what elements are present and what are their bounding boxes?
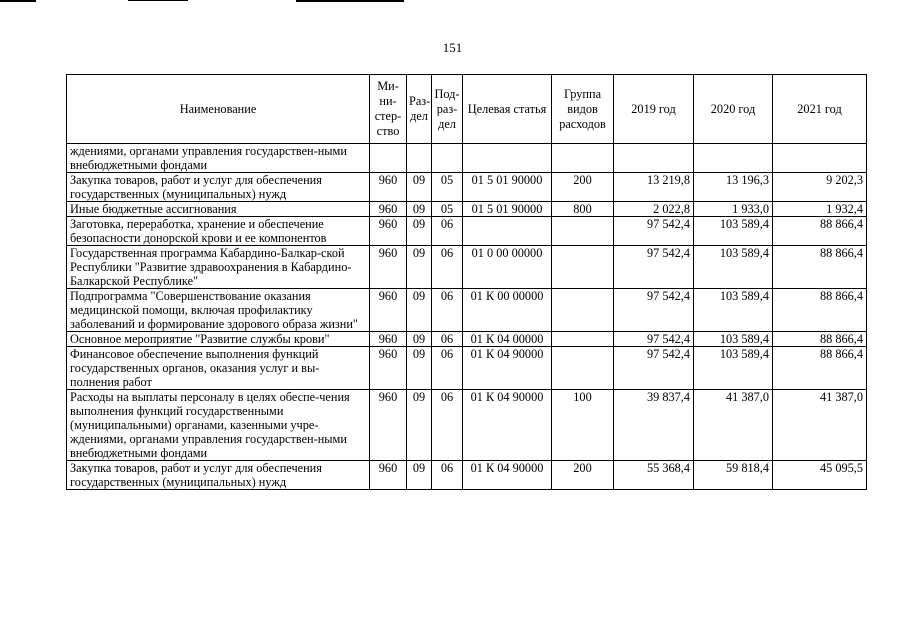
- scan-artifact-line: [0, 0, 36, 2]
- cell-name: Закупка товаров, работ и услуг для обеспечения государственных (муниципальных) нужд: [67, 461, 370, 490]
- cell-section: 09: [407, 246, 432, 289]
- table-row: [67, 332, 867, 347]
- table-row: [67, 289, 867, 332]
- scan-artifact-line: [296, 0, 404, 2]
- cell-section: 09: [407, 390, 432, 461]
- table-header-row: [67, 75, 867, 144]
- cell-2019: 97 542,4: [614, 347, 694, 390]
- cell-target-article: 01 К 00 00000: [463, 289, 552, 332]
- cell-ministry: 960: [370, 246, 407, 289]
- cell-target-article: 01 5 01 90000: [463, 173, 552, 202]
- cell-expense-group: [552, 217, 614, 246]
- cell-2020: 103 589,4: [694, 332, 773, 347]
- cell-target-article: 01 К 04 90000: [463, 347, 552, 390]
- table-row: [67, 246, 867, 289]
- col-header-ministry: Ми-ни-стер-ство: [370, 75, 407, 144]
- table-row: [67, 461, 867, 490]
- cell-ministry: 960: [370, 332, 407, 347]
- cell-expense-group: [552, 332, 614, 347]
- cell-section: 09: [407, 289, 432, 332]
- cell-2021: 88 866,4: [773, 289, 867, 332]
- cell-expense-group: 800: [552, 202, 614, 217]
- cell-section: 09: [407, 461, 432, 490]
- col-header-2019: 2019 год: [614, 75, 694, 144]
- col-header-section: Раз-дел: [407, 75, 432, 144]
- cell-2021: 45 095,5: [773, 461, 867, 490]
- cell-expense-group: [552, 246, 614, 289]
- cell-subsection: [432, 144, 463, 173]
- budget-table: [66, 74, 867, 490]
- cell-subsection: 06: [432, 246, 463, 289]
- cell-expense-group: 200: [552, 461, 614, 490]
- col-header-name: Наименование: [67, 75, 370, 144]
- cell-subsection: 06: [432, 332, 463, 347]
- cell-section: 09: [407, 202, 432, 217]
- cell-ministry: 960: [370, 347, 407, 390]
- scan-artifact-line: [128, 0, 188, 1]
- cell-target-article: 01 К 04 90000: [463, 461, 552, 490]
- cell-2020: 103 589,4: [694, 246, 773, 289]
- table-row: [67, 144, 867, 173]
- cell-2021: 88 866,4: [773, 246, 867, 289]
- cell-target-article: [463, 217, 552, 246]
- cell-subsection: 06: [432, 461, 463, 490]
- cell-2020: 41 387,0: [694, 390, 773, 461]
- cell-section: 09: [407, 217, 432, 246]
- cell-2019: 97 542,4: [614, 332, 694, 347]
- cell-2019: 13 219,8: [614, 173, 694, 202]
- cell-ministry: 960: [370, 390, 407, 461]
- cell-2019: 97 542,4: [614, 217, 694, 246]
- cell-subsection: 05: [432, 173, 463, 202]
- cell-name: Закупка товаров, работ и услуг для обеспечения государственных (муниципальных) нужд: [67, 173, 370, 202]
- cell-section: [407, 144, 432, 173]
- cell-2021: 41 387,0: [773, 390, 867, 461]
- cell-2019: [614, 144, 694, 173]
- cell-2019: 97 542,4: [614, 246, 694, 289]
- cell-2020: 13 196,3: [694, 173, 773, 202]
- col-header-2021: 2021 год: [773, 75, 867, 144]
- cell-section: 09: [407, 347, 432, 390]
- cell-name: ждениями, органами управления государствен-ными внебюджетными фондами: [67, 144, 370, 173]
- col-header-expense-group: Группа видов расходов: [552, 75, 614, 144]
- cell-expense-group: [552, 144, 614, 173]
- cell-name: Расходы на выплаты персоналу в целях обеспе-чения выполнения функций государственными (муниципальными) органами, казенными учре-ждениями, органами управления государствен-ными внебюджетными фондами: [67, 390, 370, 461]
- cell-2021: 88 866,4: [773, 347, 867, 390]
- cell-expense-group: [552, 347, 614, 390]
- cell-2020: 103 589,4: [694, 289, 773, 332]
- cell-name: Иные бюджетные ассигнования: [67, 202, 370, 217]
- cell-name: Подпрограмма "Совершенствование оказания медицинской помощи, включая профилактику заболеваний и формирование здорового образа жизни": [67, 289, 370, 332]
- cell-name: Заготовка, переработка, хранение и обеспечение безопасности донорской крови и ее компонентов: [67, 217, 370, 246]
- col-header-2020: 2020 год: [694, 75, 773, 144]
- cell-2020: 1 933,0: [694, 202, 773, 217]
- cell-ministry: [370, 144, 407, 173]
- cell-section: 09: [407, 173, 432, 202]
- cell-name: Финансовое обеспечение выполнения функций государственных органов, оказания услуг и вы-полнения работ: [67, 347, 370, 390]
- cell-2021: 88 866,4: [773, 217, 867, 246]
- cell-subsection: 05: [432, 202, 463, 217]
- cell-2021: 9 202,3: [773, 173, 867, 202]
- cell-target-article: [463, 144, 552, 173]
- col-header-subsection: Под-раз-дел: [432, 75, 463, 144]
- table-row: [67, 390, 867, 461]
- cell-2020: 59 818,4: [694, 461, 773, 490]
- cell-2019: 97 542,4: [614, 289, 694, 332]
- cell-2020: 103 589,4: [694, 347, 773, 390]
- table-row: [67, 217, 867, 246]
- cell-ministry: 960: [370, 289, 407, 332]
- cell-ministry: 960: [370, 217, 407, 246]
- table-row: [67, 173, 867, 202]
- cell-target-article: 01 0 00 00000: [463, 246, 552, 289]
- cell-2021: [773, 144, 867, 173]
- cell-ministry: 960: [370, 173, 407, 202]
- col-header-target-article: Целевая статья: [463, 75, 552, 144]
- cell-2021: 1 932,4: [773, 202, 867, 217]
- cell-section: 09: [407, 332, 432, 347]
- table-row: [67, 347, 867, 390]
- cell-subsection: 06: [432, 217, 463, 246]
- table-row: [67, 202, 867, 217]
- cell-ministry: 960: [370, 461, 407, 490]
- cell-expense-group: 200: [552, 173, 614, 202]
- cell-expense-group: 100: [552, 390, 614, 461]
- table-body: [67, 144, 867, 490]
- cell-ministry: 960: [370, 202, 407, 217]
- cell-2020: [694, 144, 773, 173]
- cell-name: Основное мероприятие "Развитие службы крови": [67, 332, 370, 347]
- cell-subsection: 06: [432, 390, 463, 461]
- page-number: 151: [442, 40, 463, 55]
- cell-target-article: 01 К 04 00000: [463, 332, 552, 347]
- cell-target-article: 01 5 01 90000: [463, 202, 552, 217]
- cell-name: Государственная программа Кабардино-Балкар-ской Республики "Развитие здравоохранения в Кабардино-Балкарской Республике": [67, 246, 370, 289]
- cell-expense-group: [552, 289, 614, 332]
- cell-2019: 2 022,8: [614, 202, 694, 217]
- cell-2019: 39 837,4: [614, 390, 694, 461]
- cell-subsection: 06: [432, 347, 463, 390]
- cell-2020: 103 589,4: [694, 217, 773, 246]
- cell-2021: 88 866,4: [773, 332, 867, 347]
- cell-2019: 55 368,4: [614, 461, 694, 490]
- cell-subsection: 06: [432, 289, 463, 332]
- cell-target-article: 01 К 04 90000: [463, 390, 552, 461]
